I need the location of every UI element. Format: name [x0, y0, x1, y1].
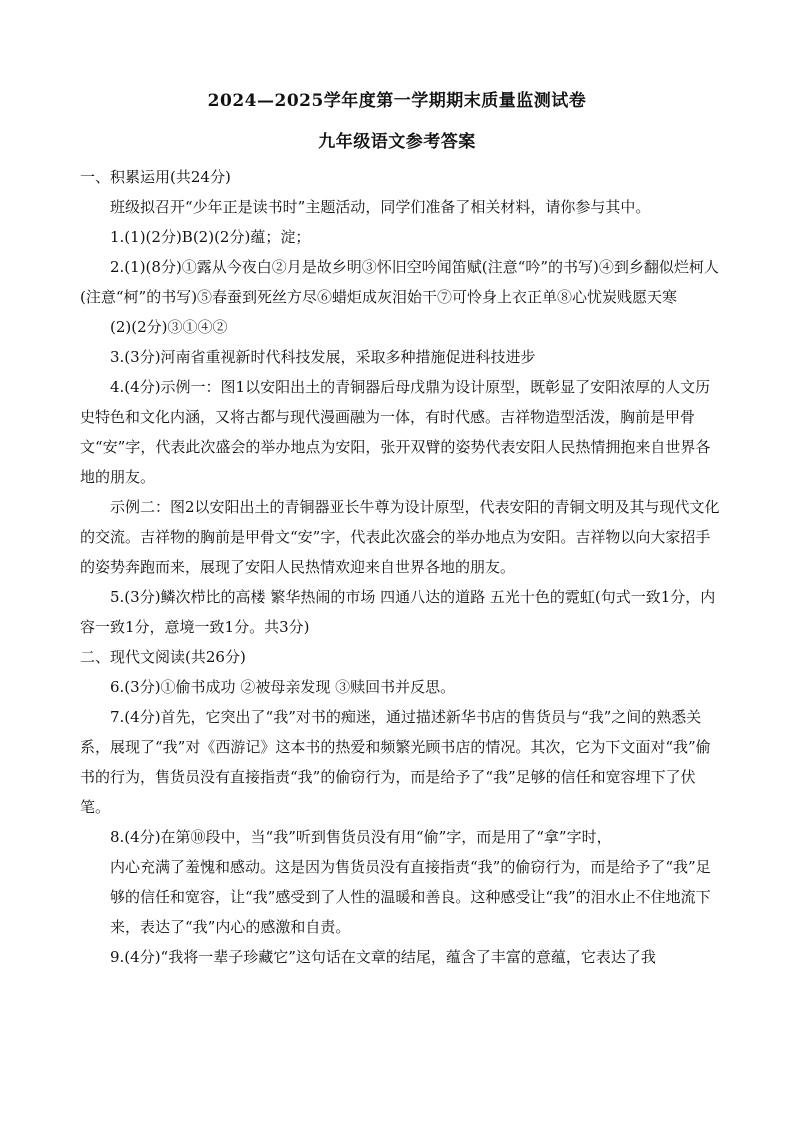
answer-q3: 3.(3分)河南省重视新时代科技发展，采取多种措施促进科技进步	[110, 348, 536, 366]
document-subtitle: 九年级语文参考答案	[318, 132, 476, 152]
answer-content	[80, 162, 720, 972]
section-1-heading: 一、积累运用(共24分)	[80, 168, 231, 186]
answer-q1: 1.(1)(2分)B(2)(2分)蕴；淀；	[110, 228, 311, 246]
answer-q5: 5.(3分)鳞次栉比的高楼 繁华热闹的市场 四通八达的道路 五光十色的霓虹(句式一致1分，内容一致1分，意境一致1分。共3分)	[80, 588, 716, 636]
document-title: 2024—2025学年度第一学期期末质量监测试卷	[207, 91, 587, 111]
answer-q7: 7.(4分)首先，它突出了“我”对书的痴迷，通过描述新华书店的售货员与“我”之间的熟悉关系，展现了“我”对《西游记》这本书的热爱和频繁光顾书店的情况。其次，它为下文面对“我”偷书的行为，售货员没有直接指责“我”的偷窃行为，而是给予了“我”足够的信任和宽容埋下了伏笔。	[80, 708, 711, 816]
answer-q9: 9.(4分)“我将一辈子珍藏它”这句话在文章的结尾，蕴含了丰富的意蕴，它表达了我	[110, 948, 656, 966]
answer-q2-part1: 2.(1)(8分)①露从今夜白②月是故乡明③怀旧空吟闻笛赋(注意“吟”的书写)④到乡翻似烂柯人(注意“柯”的书写)⑤春蚕到死丝方尽⑥蜡炬成灰泪始干⑦可怜身上衣正单⑧心忧炭贱愿天寒	[80, 258, 719, 306]
answer-q4-example1: 4.(4分)示例一：图1以安阳出土的青铜器后母戊鼎为设计原型，既彰显了安阳浓厚的人文历史特色和文化内涵，又将古都与现代漫画融为一体，有时代感。吉祥物造型活泼，胸前是甲骨文“安”字，代表此次盛会的举办地点为安阳，张开双臂的姿势代表安阳人民热情拥抱来自世界各地的朋友。	[80, 378, 711, 486]
answer-q2-part2: (2)(2分)③①④②	[110, 318, 228, 336]
section-2-heading: 二、现代文阅读(共26分)	[80, 648, 246, 666]
section-1-intro: 班级拟召开“少年正是读书时”主题活动，同学们准备了相关材料，请你参与其中。	[110, 198, 651, 216]
answer-q4-example2: 示例二：图2以安阳出土的青铜器亚长牛尊为设计原型，代表安阳的青铜文明及其与现代文化的交流。吉祥物的胸前是甲骨文“安”字，代表此次盛会的举办地点为安阳。吉祥物以向大家招手的姿势奔跑而来，展现了安阳人民热情欢迎来自世界各地的朋友。	[80, 498, 720, 576]
answer-q8-body: 内心充满了羞愧和感动。这是因为售货员没有直接指责“我”的偷窃行为，而是给予了“我”足够的信任和宽容，让“我”感受到了人性的温暖和善良。这种感受让“我”的泪水止不住地流下来，表达了“我”内心的感激和自责。	[110, 858, 711, 936]
answer-q6: 6.(3分)①偷书成功 ②被母亲发现 ③赎回书并反思。	[110, 678, 456, 696]
answer-q8-line1: 8.(4分)在第⑩段中，当“我”听到售货员没有用“偷”字，而是用了“拿”字时，	[110, 828, 612, 846]
